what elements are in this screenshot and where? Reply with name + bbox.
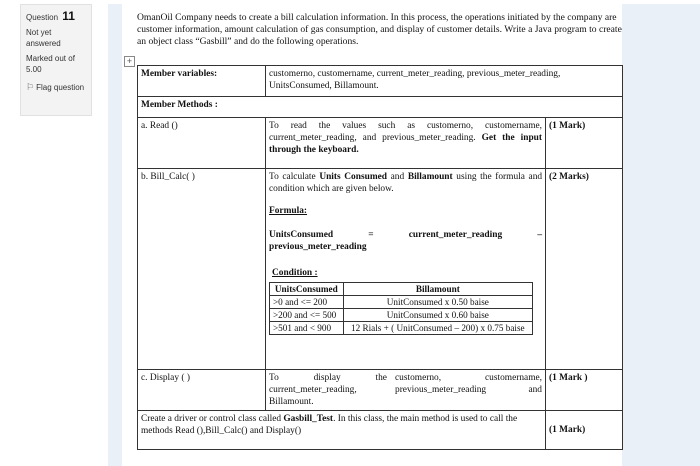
driver-text-prefix: Create a driver or control class called <box>141 414 282 424</box>
condition-cell: 12 Rials + ( UnitConsumed – 200) x 0.75 baise <box>343 322 532 335</box>
display-desc-grid <box>269 372 542 408</box>
condition-header-units: UnitsConsumed <box>270 283 344 296</box>
bill-calc-method-name: b. Bill_Calc( ) <box>138 169 266 370</box>
display-method-description <box>266 370 546 411</box>
read-method-marks: (1 Mark) <box>546 118 623 169</box>
driver-text-suffix: . In this class, the main method is used to call the methods Read (),Bill_Calc() and Display() <box>141 414 518 436</box>
display-desc-left <box>269 372 387 408</box>
formula-minus: – <box>537 230 542 240</box>
table-row <box>138 118 623 169</box>
formula-lhs: UnitsConsumed <box>269 230 334 240</box>
display-word: the <box>375 373 387 383</box>
flag-question-link[interactable] <box>26 82 86 93</box>
display-word: To <box>269 373 279 383</box>
bill-calc-description-text <box>269 171 542 195</box>
member-variables-label <box>138 66 266 97</box>
bill-calc-desc-bold1: Units Consumed <box>319 172 388 182</box>
table-move-handle-icon[interactable]: + <box>124 56 135 67</box>
bill-calc-marks: (2 Marks) <box>546 169 623 370</box>
table-row <box>138 411 623 450</box>
formula-eq: = <box>368 230 374 240</box>
member-methods-label-text: Member Methods : <box>141 100 218 110</box>
question-label: Question <box>26 13 59 22</box>
formula-label: Formula: <box>269 206 308 216</box>
condition-row <box>270 296 533 309</box>
bill-calc-description <box>266 169 546 370</box>
driver-text-bold: Gasbill_Test <box>283 414 334 424</box>
condition-cell: UnitConsumed x 0.50 baise <box>343 296 532 309</box>
condition-cell: >501 and < 900 <box>270 322 344 335</box>
display-word: customername, <box>484 373 542 383</box>
bill-calc-desc-and: and <box>390 172 405 182</box>
bill-calc-desc-bold2: Billamount <box>407 172 453 182</box>
display-desc-right <box>395 372 542 408</box>
display-desc-left-line1 <box>269 372 387 384</box>
question-number-value: 11 <box>62 9 75 23</box>
formula-line1 <box>269 229 542 241</box>
question-info-panel <box>20 4 92 116</box>
bill-calc-desc-suffix: using the formula and condition which are given below. <box>269 172 543 194</box>
condition-cell: UnitConsumed x 0.60 baise <box>343 309 532 322</box>
question-intro-text: OmanOil Company needs to create a bill calculation information. In this process, the operations initiated by the company are customer information, amount calculation of gas consumption, and display of customer details. Write a Java program to create an object class “Gasbill” and do the following operations. <box>137 12 622 47</box>
table-row <box>138 169 623 370</box>
display-method-name: c. Display ( ) <box>138 370 266 411</box>
read-description-text: To read the values such as customerno, customername, current_meter_reading, and previous_meter_reading. <box>269 121 542 143</box>
table-row <box>138 97 623 118</box>
display-desc-right-line1 <box>395 372 542 384</box>
driver-class-description <box>138 411 546 450</box>
display-desc-left-line2: current_meter_reading, <box>269 385 357 395</box>
condition-row <box>270 322 533 335</box>
formula-line2: previous_meter_reading <box>269 242 367 252</box>
display-word: and <box>528 385 542 395</box>
read-method-name: a. Read () <box>138 118 266 169</box>
condition-cell: >200 and <= 500 <box>270 309 344 322</box>
condition-cell: >0 and <= 200 <box>270 296 344 309</box>
display-method-marks: (1 Mark ) <box>546 370 623 411</box>
requirements-table <box>137 65 623 450</box>
table-row <box>138 66 623 97</box>
flag-icon: ⚐ <box>26 82 35 92</box>
display-desc-right-line2 <box>395 384 542 396</box>
member-variables-label-text: Member variables: <box>141 69 218 79</box>
display-word: customerno, <box>395 373 442 383</box>
condition-label: Condition : <box>272 268 318 278</box>
bill-calc-desc-prefix: To calculate <box>269 172 316 182</box>
member-methods-label <box>138 97 623 118</box>
formula-rhs: current_meter_reading <box>408 230 503 240</box>
question-marks: Marked out of 5.00 <box>26 54 75 74</box>
table-row <box>138 370 623 411</box>
condition-row <box>270 309 533 322</box>
read-method-description <box>266 118 546 169</box>
display-word: display <box>313 373 341 383</box>
display-word: previous_meter_reading <box>395 385 487 395</box>
condition-header-billamount: Billamount <box>343 283 532 296</box>
read-description-bold: Get the input through the keyboard. <box>269 133 542 155</box>
display-desc-line3: Billamount. <box>269 397 314 407</box>
question-number <box>26 9 86 23</box>
condition-table <box>269 282 533 335</box>
driver-class-marks: (1 Mark) <box>546 411 623 450</box>
question-status: Not yet answered <box>26 28 61 48</box>
member-variables-value: customerno, customername, current_meter_reading, previous_meter_reading, UnitsConsumed, Billamount. <box>266 66 623 97</box>
condition-header-row <box>270 283 533 296</box>
flag-question-label: Flag question <box>36 83 85 92</box>
